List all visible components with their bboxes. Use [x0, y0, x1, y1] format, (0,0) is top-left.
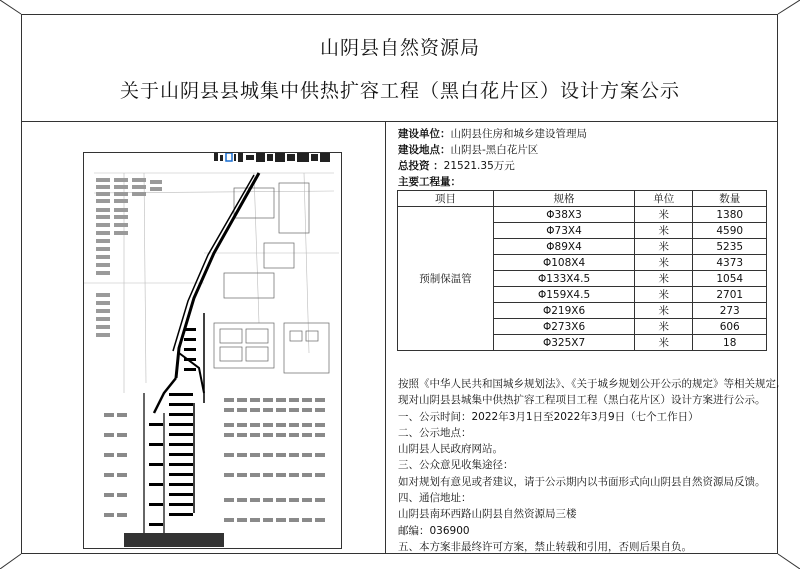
- spec-cell: Φ108X4: [494, 255, 635, 271]
- unit-cell: 米: [635, 319, 693, 335]
- notice-section: [398, 376, 780, 555]
- investment-value: 21521.35万元: [443, 160, 515, 172]
- unit-cell: 米: [635, 287, 693, 303]
- works-label: 主要工程量：: [398, 176, 461, 188]
- unit-cell: 米: [635, 223, 693, 239]
- unit-row: [398, 127, 587, 141]
- notice-intro-line1: 按照《中华人民共和国城乡规划法》、《关于城乡规划公开公示的规定》等相关规定,: [398, 378, 780, 390]
- notice-final: 五、本方案非最终许可方案，禁止转载和引用，否则后果自负。: [398, 540, 692, 553]
- legend-strip: [214, 153, 330, 162]
- column-divider: [385, 121, 386, 554]
- qty-cell: 273: [693, 303, 767, 319]
- spec-cell: Φ159X4.5: [494, 287, 635, 303]
- qty-cell: 4590: [693, 223, 767, 239]
- notice-postcode: 邮编：036900: [398, 524, 470, 537]
- residential-grid: [104, 398, 325, 522]
- qty-cell: 2701: [693, 287, 767, 303]
- spec-cell: Φ273X6: [494, 319, 635, 335]
- pipeline-service-blocks: [124, 328, 224, 547]
- unit-cell: 米: [635, 271, 693, 287]
- spec-cell: Φ133X4.5: [494, 271, 635, 287]
- site-plan-drawing: [84, 153, 342, 549]
- site-plan-map: [83, 152, 342, 549]
- notice-address: 山阴县南环西路山阴县自然资源局三楼: [398, 508, 577, 521]
- spec-cell: Φ219X6: [494, 303, 635, 319]
- page-title: 关于山阴县县城集中供热扩容工程（黑白花片区）设计方案公示: [119, 80, 680, 102]
- item-cell: 预制保温管: [398, 207, 494, 351]
- unit-cell: 米: [635, 239, 693, 255]
- table-row: [398, 207, 767, 223]
- spec-cell: Φ325X7: [494, 335, 635, 351]
- unit-cell: 米: [635, 303, 693, 319]
- notice-feedback: 如对规划有意见或者建议，请于公示期内以书面形式向山阴县自然资源局反馈。: [398, 475, 766, 488]
- qty-cell: 18: [693, 335, 767, 351]
- unit-cell: 米: [635, 255, 693, 271]
- header-unit: 单位: [635, 191, 693, 207]
- notice-place-label: 二、公示地点：: [398, 426, 472, 439]
- title-divider: [21, 121, 778, 122]
- spec-table: [397, 190, 767, 351]
- investment-row: [398, 159, 515, 173]
- header-spec: 规格: [494, 191, 635, 207]
- investment-label: 总投资 ：: [398, 160, 444, 172]
- industrial-outlines: [214, 183, 329, 373]
- notice-intro-line2: 现对山阴县县城集中供热扩容工程项目工程（黑白花片区）设计方案进行公示。: [398, 394, 766, 407]
- location-label: 建设地点：: [398, 144, 451, 156]
- spec-cell: Φ38X3: [494, 207, 635, 223]
- unit-label: 建设单位：: [398, 128, 451, 140]
- spec-table-header: [398, 191, 767, 207]
- notice-place: 山阴县人民政府网站。: [398, 443, 503, 456]
- unit-cell: 米: [635, 335, 693, 351]
- spec-cell: Φ89X4: [494, 239, 635, 255]
- building-blocks: [96, 178, 162, 337]
- works-row: [398, 175, 461, 189]
- unit-value: 山阴县住房和城乡建设管理局: [450, 128, 587, 140]
- location-value: 山阴县-黑白花片区: [450, 144, 539, 156]
- org-title: 山阴县自然资源局: [319, 37, 480, 59]
- spec-cell: Φ73X4: [494, 223, 635, 239]
- qty-cell: 606: [693, 319, 767, 335]
- notice-feedback-label: 三、公众意见收集途径：: [398, 459, 514, 472]
- notice-address-label: 四、通信地址：: [398, 492, 472, 505]
- qty-cell: 1380: [693, 207, 767, 223]
- unit-cell: 米: [635, 207, 693, 223]
- location-row: [398, 143, 538, 157]
- header-item: 项目: [398, 191, 494, 207]
- header-qty: 数量: [693, 191, 767, 207]
- background-roads: [84, 173, 339, 393]
- qty-cell: 1054: [693, 271, 767, 287]
- qty-cell: 4373: [693, 255, 767, 271]
- notice-time: 一、公示时间：2022年3月1日至2022年3月9日（七个工作日）: [398, 410, 699, 423]
- qty-cell: 5235: [693, 239, 767, 255]
